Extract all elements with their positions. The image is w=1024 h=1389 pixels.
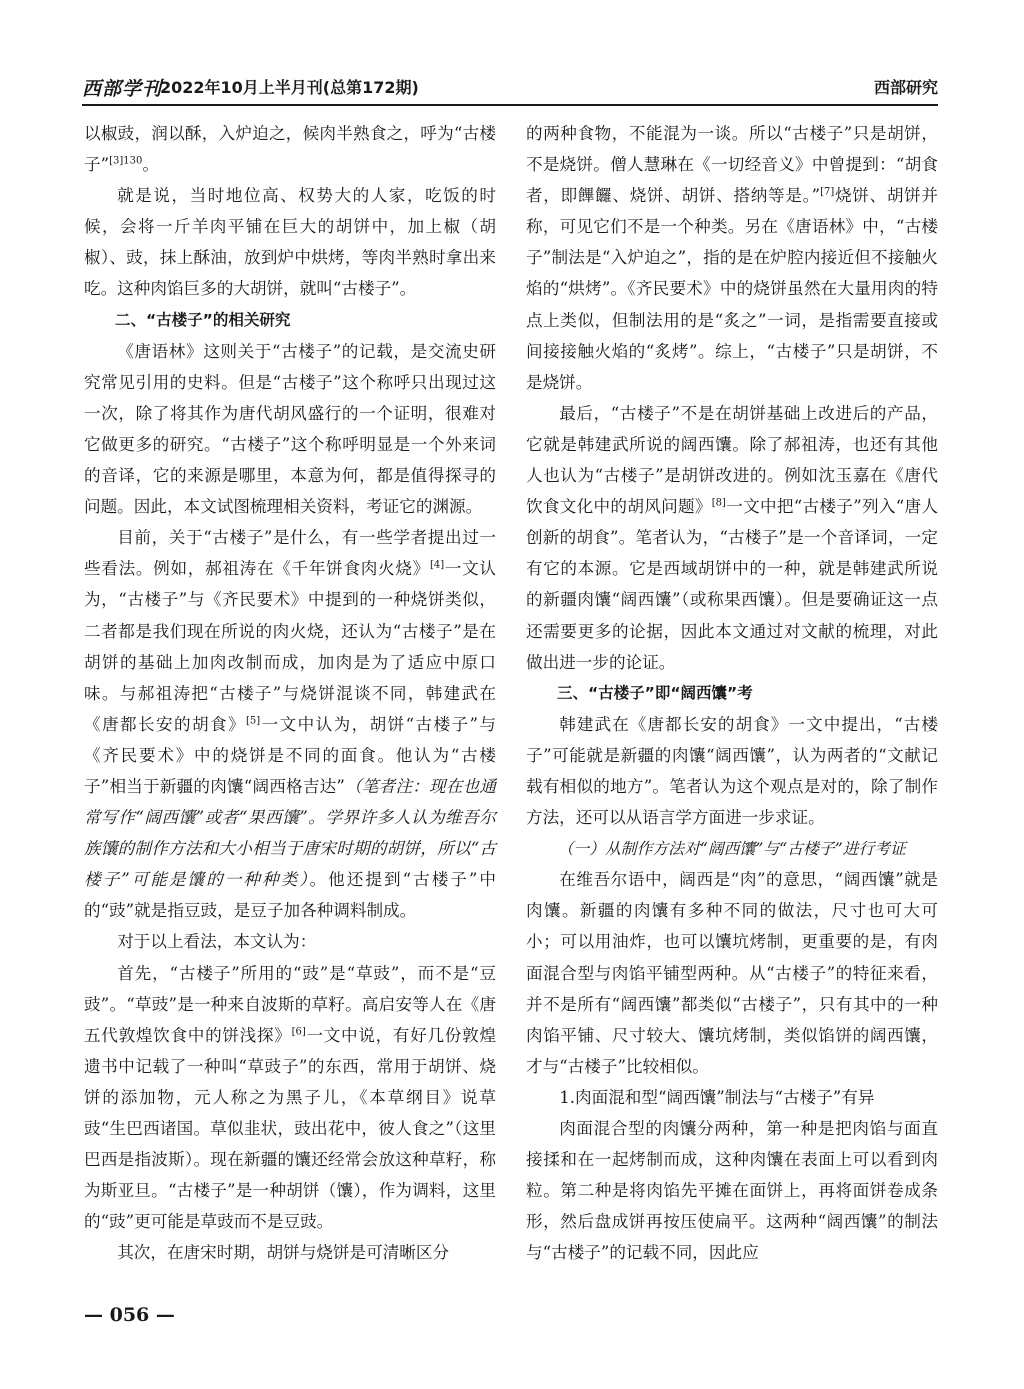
page-number: — 056 — xyxy=(84,1304,175,1326)
citation: [7] xyxy=(820,186,835,198)
left-column xyxy=(84,118,496,1268)
text-run: 首先，“古楼子”所用的“豉”是“草豉”，而不是“豆豉”。“草豉”是一种来自波斯的草籽。高启安等人在《唐五代敦煌饮食中的饼浅探》 xyxy=(84,963,496,1045)
citation: [5] xyxy=(246,715,261,727)
text-run: 最后，“古楼子”不是在胡饼基础上改进后的产品，它就是韩建武所说的阔西馕。除了郝祖涛，也还有其他人也认为“古楼子”是胡饼改进的。例如沈玉嘉在《唐代饮食文化中的胡风问题》 xyxy=(526,403,938,517)
text-run: 的两种食物，不能混为一谈。所以“古楼子”只是胡饼，不是烧饼。僧人慧琳在《一切经音义》中曾提到：“胡食者，即饆饠、烧饼、胡饼、搭纳等是。” xyxy=(526,124,938,206)
journal-logo: 西部学刊 xyxy=(82,78,163,100)
text-run: 一文中说，有好几份敦煌遗书中记载了一种叫“草豉子”的东西，常用于胡饼、烧饼的添加物，元人称之为黑子儿，《本草纲目》说草豉“生巴西诸国。草似韭状，豉出花中，彼人食之”（这里巴西是指波斯）。现在新疆的馕还经常会放这种草籽，称为斯亚旦。“古楼子”是一种胡饼（馕），作为调料，这里的“豉”更可能是草豉而不是豆豉。 xyxy=(84,1025,496,1232)
text-run: 烧饼、胡饼并称，可见它们不是一个种类。另在《唐语林》中，“古楼子”制法是“入炉迫之”，指的是在炉腔内接近但不接触火焰的“烘烤”。《齐民要术》中的烧饼虽然在大量用肉的特点上类似，但制法用的是“炙之”一词，是指需要直接或间接接触火焰的“炙烤”。综上，“古楼子”只是胡饼，不是烧饼。 xyxy=(526,186,938,392)
text-run: 。他还提到“古楼子”中的“豉”就是指豆豉，是豆子加各种调料制成。 xyxy=(84,870,497,921)
right-column xyxy=(526,118,938,1268)
paragraph: 韩建武在《唐都长安的胡食》一文中提出，“古楼子”可能就是新疆的肉馕“阔西馕”，认为两者的“文献记载有相似的地方”。笔者认为这个观点是对的，除了制作方法，还可以从语言学方面进一步求证。 xyxy=(526,714,938,828)
paragraph: 对于以上看法，本文认为： xyxy=(117,932,317,952)
numbered-heading: 1.肉面混和型“阔西馕”制法与“古楼子”有异 xyxy=(559,1087,875,1107)
paragraph xyxy=(84,118,496,180)
section-name: 西部研究 xyxy=(873,78,938,97)
text-run: 目前，关于“古楼子”是什么，有一些学者提出过一些看法。例如，郝祖涛在《千年饼食肉火烧》 xyxy=(84,528,496,579)
citation: [4] xyxy=(429,559,445,571)
journal-issue: 2022年10月上半月刊(总第172期) xyxy=(160,78,419,97)
subsection-heading: （一）从制作方法对“阔西馕”与“古楼子”进行考证 xyxy=(557,839,906,859)
section-heading: 三、“古楼子”即“阔西馕”考 xyxy=(557,683,753,702)
paragraph: 其次，在唐宋时期，胡饼与烧饼是可清晰区分 xyxy=(117,1243,450,1263)
paragraph: 《唐语林》这则关于“古楼子”的记载，是交流史研究常见引用的史料。但是“古楼子”这个称呼只出现过这一次，除了将其作为唐代胡风盛行的一个证明，很难对它做更多的研究。“古楼子”这个称呼明显是一个外来词的音译，它的来源是哪里，本意为何，都是值得探寻的问题。因此，本文试图梳理相关资料，考证它的渊源。 xyxy=(84,341,496,517)
paragraph: 肉面混合型的肉馕分两种，第一种是把肉馅与面直接揉和在一起烤制而成，这种肉馕在表面上可以看到肉粒。第二种是将肉馅先平摊在面饼上，再将面饼卷成条形，然后盘成饼再按压使扁平。这两种“阔西馕”的制法与“古楼子”的记载不同，因此应 xyxy=(526,1119,938,1263)
paragraph: 就是说，当时地位高、权势大的人家，吃饭的时候，会将一斤羊肉平铺在巨大的胡饼中，加上椒（胡椒）、豉，抹上酥油，放到炉中烘烤，等肉半熟时拿出来吃。这种肉馅巨多的大胡饼，就叫“古楼子”。 xyxy=(84,186,496,299)
citation: [6] xyxy=(291,1026,306,1038)
citation: [8] xyxy=(711,497,726,509)
text-run: 一文认为，“古楼子”与《齐民要术》中提到的一种烧饼类似，二者都是我们现在所说的肉火烧，还认为“古楼子”是在胡饼的基础上加肉改制而成，加肉是为了适应中原口味。与郝祖涛把“古楼子”与烧饼混谈不同，韩建武在《唐都长安的胡食》 xyxy=(84,559,496,734)
paragraph xyxy=(84,522,496,926)
citation: [3]130 xyxy=(109,155,143,167)
author-note: （笔者注：现在也通常写作“阔西馕”或者“果西馕”。学界许多人认为维吾尔族馕的制作方法和大小相当于唐宋时期的胡饼，所以“古楼子”可能是馕的一种种类） xyxy=(84,776,497,890)
paragraph xyxy=(84,958,496,1238)
paragraph xyxy=(526,118,938,398)
paragraph: 在维吾尔语中，阔西是“肉”的意思，“阔西馕”就是肉馕。新疆的肉馕有多种不同的做法，尺寸也可大可小；可以用油炸，也可以馕坑烤制，更重要的是，有肉面混合型与肉馅平铺型两种。从“古楼子”的特征来看，并不是所有“阔西馕”都类似“古楼子”，只有其中的一种肉馅平铺、尺寸较大、馕坑烤制，类似馅饼的阔西馕，才与“古楼子”比较相似。 xyxy=(526,870,938,1076)
section-heading: 二、“古楼子”的相关研究 xyxy=(115,310,291,329)
quote-text: 以椒豉，润以酥，入炉迫之，候肉半熟食之，呼为“古楼子” xyxy=(84,124,496,175)
text-run: 一文中把“古楼子”列入“唐人创新的胡食”。笔者认为，“古楼子”是一个音译词，一定有它的本源。它是西域胡饼中的一种，就是韩建武所说的新疆肉馕“阔西馕”（或称果西馕）。但是要确证这一点还需要更多的论据，因此本文通过对文献的梳理，对此做出进一步的论证。 xyxy=(526,497,938,672)
paragraph xyxy=(526,398,938,678)
text-run: 。 xyxy=(142,155,159,175)
running-header xyxy=(82,72,938,106)
text-run: 一文中认为，胡饼“古楼子”与《齐民要术》中的烧饼是不同的面食。他认为“古楼子”相当于新疆的肉馕“阔西格吉达” xyxy=(84,714,497,796)
